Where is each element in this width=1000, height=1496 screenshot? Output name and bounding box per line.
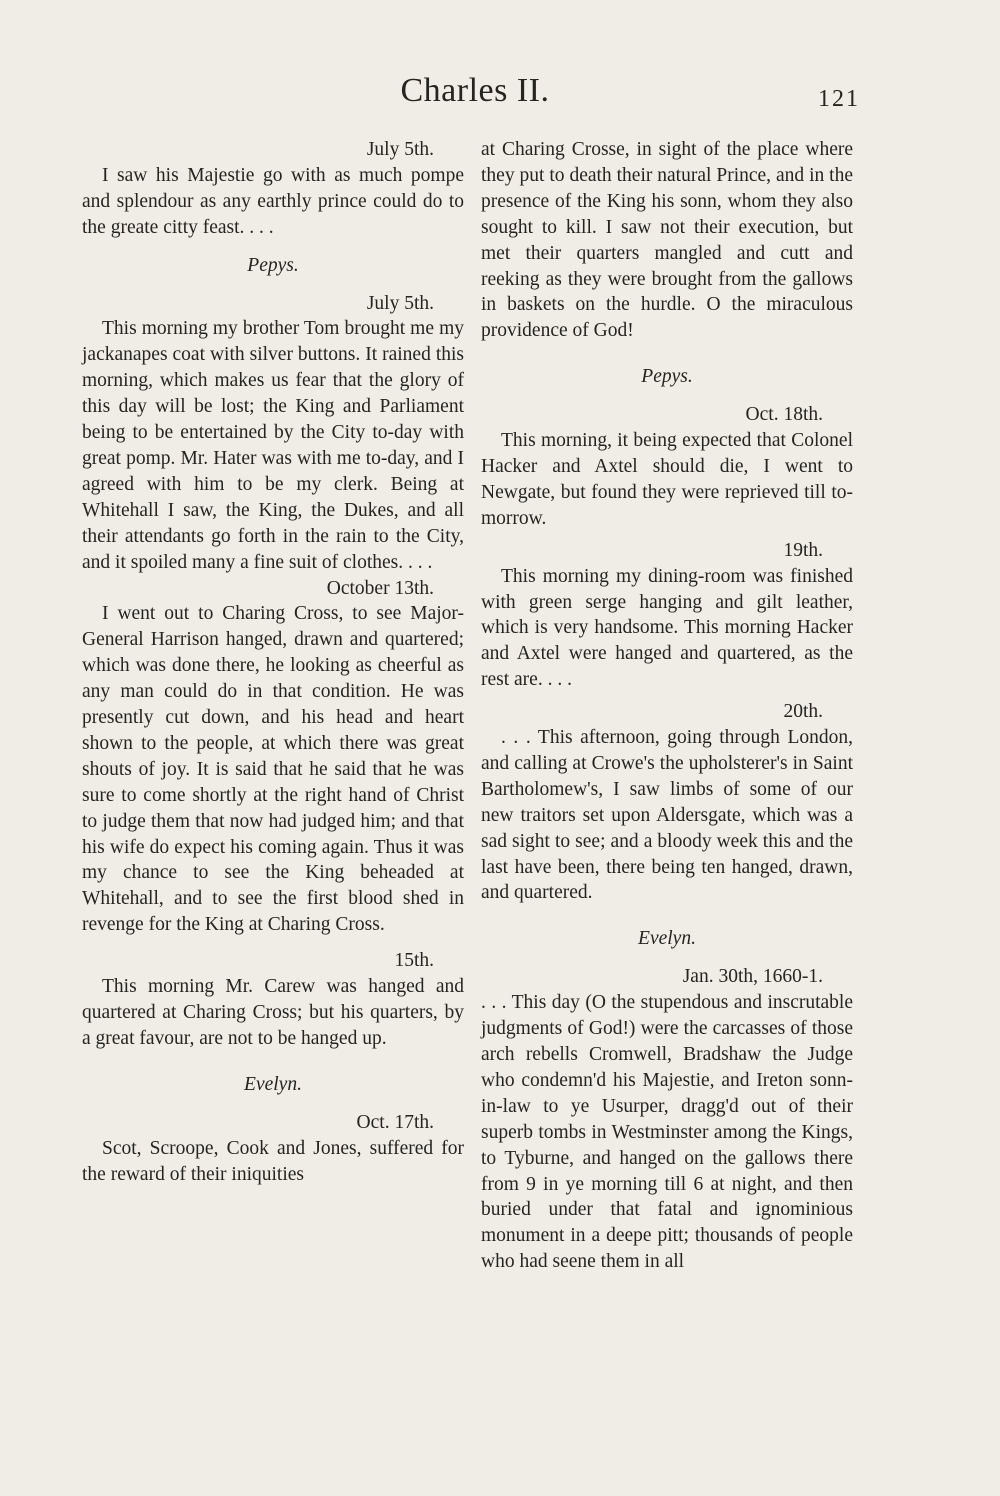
entry-text-continued: at Charing Crosse, in sight of the place where they put to death their natural Prince, and in the presence of the King his sonn, whom they also sought to kill. I saw not their execution, but met their quarters mangled and cutt and reeking as they were brought from the gallows in baskets on the hurdle. O the miraculous providence of God! [481,139,853,342]
author-attribution: Pepys. [247,254,299,276]
author-attribution: Evelyn. [638,928,696,950]
entry-date: Oct. 18th. [745,404,823,426]
running-title: Charles II. [400,72,550,109]
entry-text: Scot, Scroope, Cook and Jones, suffered for the reward of their iniquities [82,1137,464,1185]
author-attribution: Pepys. [641,366,693,388]
entry-date: 19th. [783,539,823,561]
entry-date: Jan. 30th, 1660-1. [682,966,823,988]
page-number: 121 [818,86,860,112]
entry-date: 15th. [394,950,434,972]
author-attribution: Evelyn. [244,1073,302,1095]
entry-date: July 5th. [366,139,434,160]
entry-date: Oct. 17th. [356,1111,434,1133]
entry-date: October 13th. [326,577,434,599]
entry-text: This morning, it being expected that Colonel Hacker and Axtel should die, I went to Newgate, but found they were reprieved till to-morrow. [481,430,853,529]
entry-text: I went out to Charing Cross, to see Major-General Harrison hanged, drawn and quartered; which was done there, he looking as cheerful as any man could do in that condition. He was presently cut down, and his head and heart shown to the people, at which there was great shouts of joy. It is said that he said that he was sure to come shortly at the right hand of Christ to judge them that now had judged him; and that his wife do expect his coming again. Thus it was my chance to see the King beheaded at Whitehall, and to see the first blood shed in revenge for the King at Charing Cross. [82,603,464,936]
entry-date: 20th. [783,701,823,723]
entry-text: . . . This afternoon, going through London, and calling at Crowe's the upholsterer's in Saint Bartholomew's, I saw limbs of some of our new traitors set upon Aldersgate, which was a sad sight to see; and a bloody week this and the last have been, there being ten hanged, drawn, and quartered. [481,727,853,904]
right-column [481,137,853,1275]
entry-text: This morning my brother Tom brought me my jackanapes coat with silver buttons. It rained this morning, which makes us fear that the glory of this day will be lost; the King and Parliament being to be entertained by the City to-day with great pomp. Mr. Hater was with me to-day, and I agreed with him to be my clerk. Being at Whitehall I saw, the King, the Dukes, and all their attendants go forth in the rain to the City, and it spoiled many a fine suit of clothes. . . . [82,318,464,573]
left-column [82,137,464,1187]
entry-text: This morning my dining-room was finished with green serge hanging and gilt leather, which is very handsome. This morning Hacker and Axtel were hanged and quartered, as the rest are. . . . [481,565,853,691]
entry-text: . . . This day (O the stupendous and inscrutable judgments of God!) were the carcasses of those arch rebells Cromwell, Bradshaw the Judge who condemn'd his Majestie, and Ireton sonn-in-law to ye Usurper, dragg'd out of their superb tombs in Westminster among the Kings, to Tyburne, and hanged on the gallows there from 9 in ye morning till 6 at night, and then buried under that fatal and ignominious monument in a deepe pitt; thousands of people who had seene them in all [481,992,853,1273]
entry-text: I saw his Majestie go with as much pompe and splendour as any earthly prince could do to the greate citty feast. . . . [82,164,464,238]
entry-date: July 5th. [366,292,434,314]
entry-text: This morning Mr. Carew was hanged and quartered at Charing Cross; but his quarters, by a great favour, are not to be hanged up. [82,976,464,1049]
